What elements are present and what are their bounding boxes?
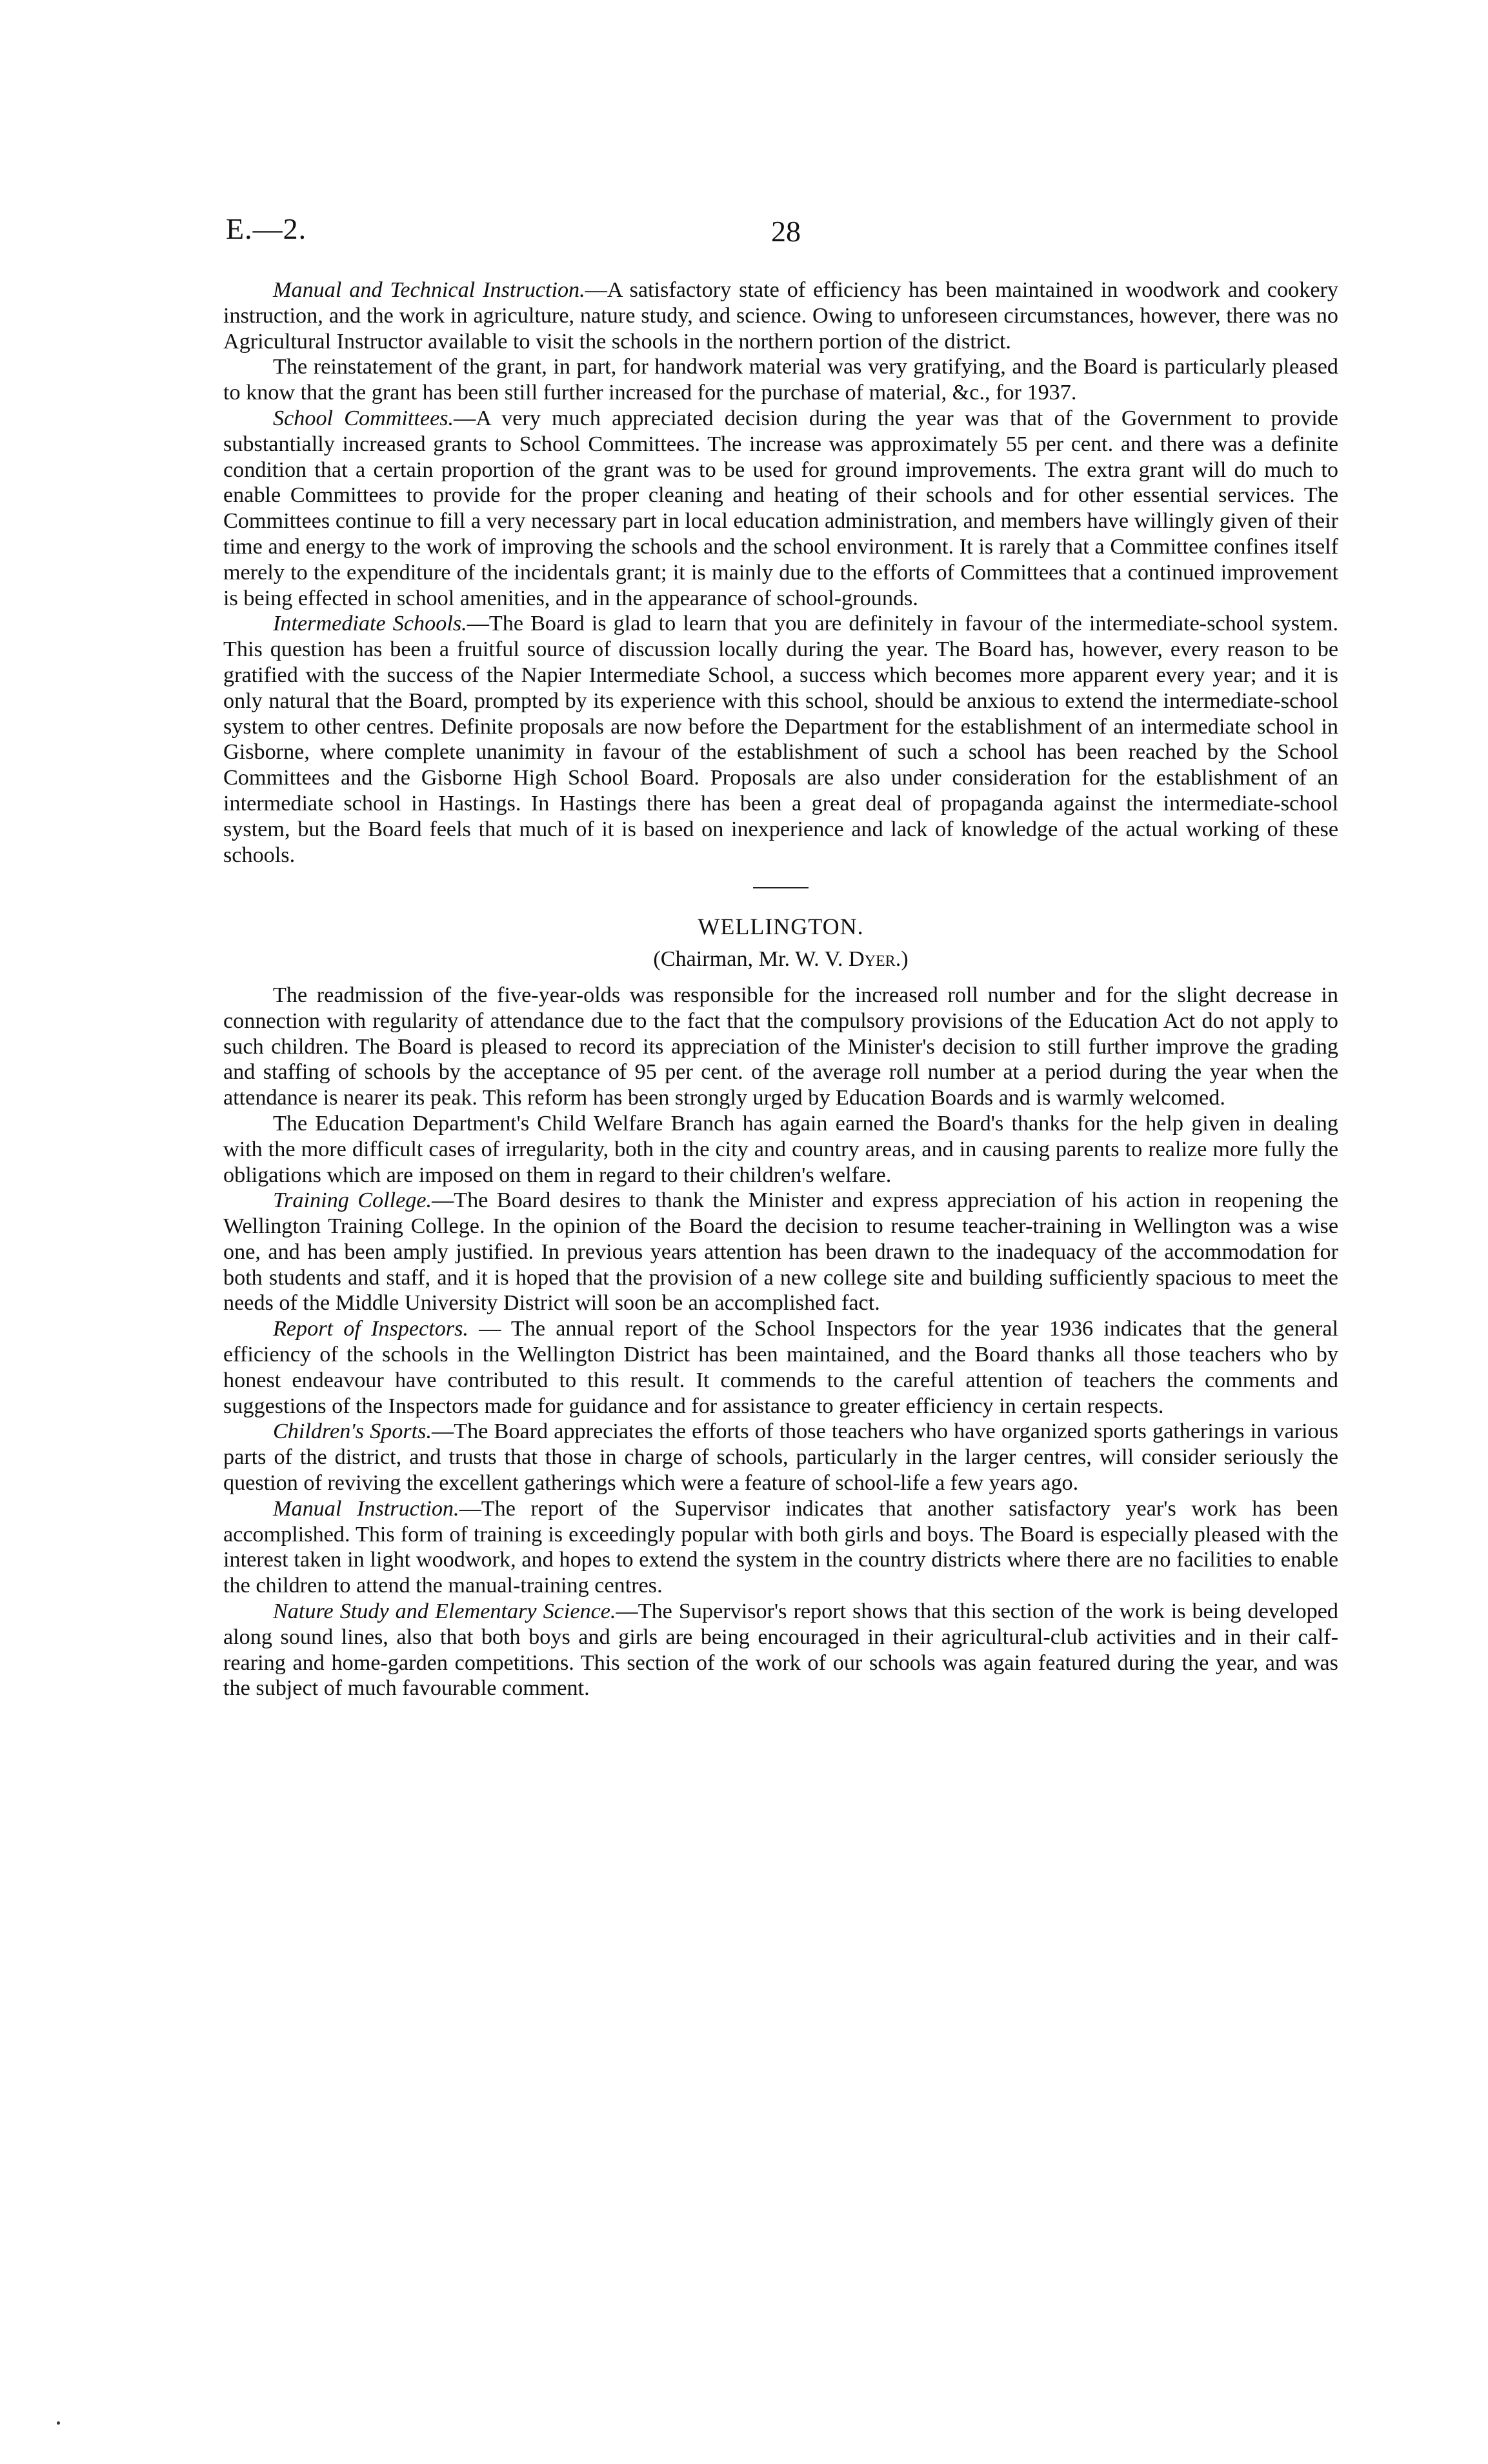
paragraph-text: — The annual report of the School Inspectors for the year 1936 indicates that the general efficiency of the schools in the Wellington District has been maintained, and the Board thanks all those teachers who by honest endeavour have contributed to this result. It commends to the careful attention of teachers the comments and suggestions of the Inspectors made for guidance and for assistance to greater efficiency in certain respects. <box>223 1317 1338 1418</box>
body-text <box>223 277 1338 1701</box>
subtitle-suffix: .) <box>895 947 909 972</box>
chairman-name: Dyer <box>849 947 896 972</box>
paragraph-text: The readmission of the five-year-olds was responsible for the increased roll number and for the slight decrease in connection with regularity of attendance due to the fact that the compulsory provisions of the Education Act do not apply to such children. The Board is pleased to record its appreciation of the Minister's decision to still further improve the grading and staffing of schools by the acceptance of 95 per cent. of the average roll number at a period during the year when the attendance is nearer its peak. This reform has been strongly urged by Education Boards and is warmly welcomed. <box>223 983 1338 1110</box>
paragraph-five-year-olds <box>223 983 1338 1111</box>
scan-speck <box>57 2421 60 2425</box>
paragraph-childrens-sports <box>223 1419 1338 1496</box>
paragraph-heading: School Committees. <box>273 406 454 430</box>
paragraph-text: —The Board is glad to learn that you are definitely in favour of the intermediate-school system. This question has been a fruitful source of discussion locally during the year. The Board has, however, every reason to be gratified with the success of the Napier Intermediate School, a success which becomes more apparent every year; and it is only natural that the Board, prompted by its experience with this school, should be anxious to extend the intermediate-school system to other centres. Definite proposals are now before the Department for the establishment of an intermediate school in Gisborne, where complete unanimity in favour of the establishment of such a school has been reached by the School Committees and the Gisborne High School Board. Proposals are also under consideration for the establishment of an intermediate school in Hastings. In Hastings there has been a great deal of propaganda against the intermediate-school system, but the Board feels that much of it is based on inexperience and lack of knowledge of the actual working of these schools. <box>223 612 1339 867</box>
paragraph-child-welfare <box>223 1111 1338 1188</box>
paragraph-manual-instruction <box>223 1496 1338 1599</box>
section-divider <box>753 887 809 888</box>
paragraph-heading: Manual Instruction. <box>273 1496 459 1521</box>
paragraph-manual-technical <box>223 277 1338 354</box>
paragraph-heading: Nature Study and Elementary Science. <box>273 1599 616 1624</box>
paragraph-heading: Report of Inspectors. <box>273 1317 468 1341</box>
paragraph-heading: Intermediate Schools. <box>273 612 467 636</box>
paragraph-text: —The Board desires to thank the Minister and express appreciation of his action in reopening the Wellington Training College. In the opinion of the Board the decision to resume teacher-training in Wellington was a wise one, and has been amply justified. In previous years attention has been drawn to the inadequacy of the accommodation for both students and staff, and it is hoped that the provision of a new college site and building sufficiently spacious to meet the needs of the Middle University District will soon be an accomplished fact. <box>223 1188 1338 1316</box>
paragraph-heading: Children's Sports. <box>273 1419 432 1444</box>
paragraph-handwork-grant <box>223 354 1338 406</box>
paragraph-heading: Training College. <box>273 1188 432 1213</box>
paragraph-nature-study <box>223 1599 1338 1701</box>
paragraph-heading: Manual and Technical Instruction. <box>273 278 585 302</box>
paragraph-text: —The Board appreciates the efforts of those teachers who have organized sports gatherings in various parts of the district, and trusts that those in charge of schools, particularly in the larger centres, will consider seriously the question of reviving the excellent gatherings which were a feature of school-life a few years ago. <box>223 1419 1339 1496</box>
paragraph-text: —A satisfactory state of efficiency has been maintained in woodwork and cookery instruction, and the work in agriculture, nature study, and science. Owing to unforeseen circumstances, however, there was no Agricultural Instructor available to visit the schools in the northern portion of the district. <box>223 278 1338 354</box>
paragraph-intermediate-schools <box>223 611 1338 868</box>
paragraph-report-inspectors <box>223 1316 1338 1419</box>
paragraph-training-college <box>223 1188 1338 1316</box>
subtitle-prefix: (Chairman, Mr. W. V. <box>653 947 849 972</box>
section-title: WELLINGTON. <box>698 914 864 940</box>
paragraph-text: —The report of the Supervisor indicates that another satisfactory year's work has been accomplished. This form of training is exceedingly popular with both girls and boys. The Board is especially pleased with the interest taken in light woodwork, and hopes to extend the system in the country districts where there are no facilities to enable the children to attend the manual-training centres. <box>223 1496 1338 1598</box>
paragraph-text: —A very much appreciated decision during the year was that of the Government to provide substantially increased grants to School Committees. The increase was approximately 55 per cent. and there was a definite condition that a certain proportion of the grant was to be used for ground improvements. The extra grant will do much to enable Committees to provide for the proper cleaning and heating of their schools and for other essential services. The Committees continue to fill a very necessary part in local education administration, and members have willingly given of their time and energy to the work of improving the schools and the school environment. It is rarely that a Committee confines itself merely to the expenditure of the incidentals grant; it is mainly due to the efforts of Committees that a continued improvement is being effected in school amenities, and in the appearance of school-grounds. <box>223 406 1338 610</box>
document-code: E.—2. <box>226 212 307 245</box>
paragraph-text: The Education Department's Child Welfare Branch has again earned the Board's thanks for the help given in dealing with the more difficult cases of irregularity, both in the city and country areas, and in causing parents to realize more fully the obligations which are imposed on them in regard to their children's welfare. <box>223 1111 1338 1187</box>
section-subtitle <box>223 947 1338 972</box>
page-number: 28 <box>771 215 801 248</box>
paragraph-school-committees <box>223 406 1338 611</box>
paragraph-text: —The Supervisor's report shows that this section of the work is being developed along sound lines, also that both boys and girls are being encouraged in their agricultural-club activities and in their calf-rearing and home-garden competitions. This section of the work of our schools was again featured during the year, and was the subject of much favourable comment. <box>223 1599 1338 1701</box>
paragraph-text: The reinstatement of the grant, in part, for handwork material was very gratifying, and the Board is particularly pleased to know that the grant has been still further increased for the purchase of material, &c., for 1937. <box>223 355 1338 405</box>
